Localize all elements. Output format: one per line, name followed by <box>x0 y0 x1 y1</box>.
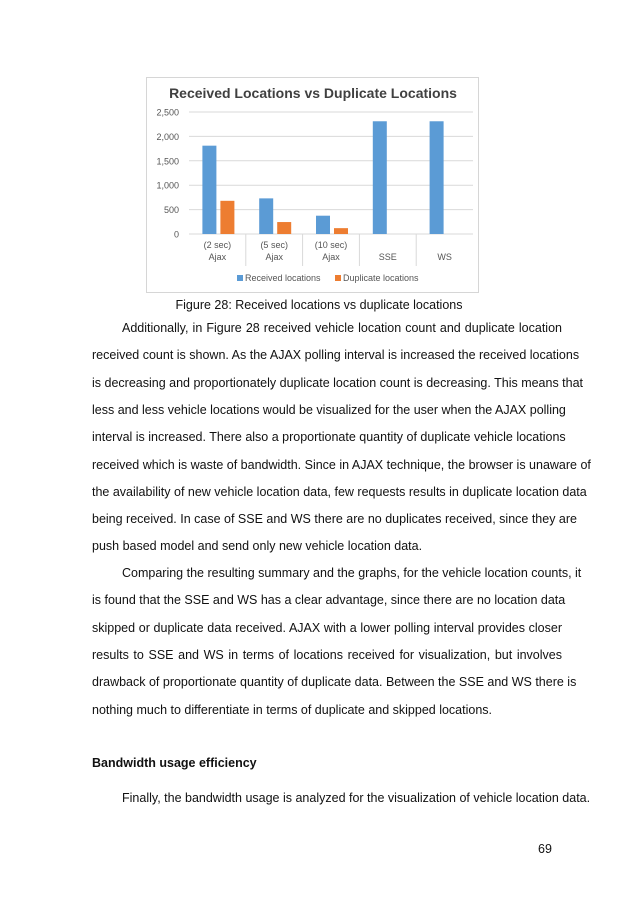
y-tick-label: 500 <box>163 205 179 216</box>
bar-duplicate <box>277 222 291 234</box>
text-line: Additionally, in Figure 28 received vehicle location count and duplicate location <box>122 321 562 335</box>
text-line: the availability of new vehicle location data, few requests results in duplicate location data <box>92 484 587 499</box>
chart-title: Received Locations vs Duplicate Locations <box>169 85 457 101</box>
section-heading: Bandwidth usage efficiency <box>92 756 257 770</box>
x-tick-label: Ajax <box>265 252 283 262</box>
legend-swatch <box>237 275 243 281</box>
text-line: received which is waste of bandwidth. Since in AJAX technique, the browser is unaware of <box>92 457 591 472</box>
bar-received <box>202 146 216 234</box>
text-line: Finally, the bandwidth usage is analyzed for the visualization of vehicle location data. <box>122 791 591 805</box>
bar-received <box>373 121 387 234</box>
y-tick-label: 0 <box>173 229 179 240</box>
legend-swatch <box>335 275 341 281</box>
x-tick-label: SSE <box>378 252 397 262</box>
x-tick-label: Ajax <box>208 252 227 262</box>
bar-duplicate <box>334 228 348 234</box>
text-line: is decreasing and proportionately duplicate location count is decreasing. This means that <box>92 375 584 390</box>
legend-entry: Duplicate locations <box>343 273 419 283</box>
text-line: interval is increased. There also a proportionate quantity of duplicate vehicle locations <box>92 430 566 445</box>
text-line: Comparing the resulting summary and the graphs, for the vehicle location counts, it <box>122 566 582 580</box>
bar-received <box>316 216 330 234</box>
legend-entry: Received locations <box>245 273 321 283</box>
text-line: is found that the SSE and WS has a clear advantage, since there are no location data <box>92 593 566 608</box>
bar-chart <box>147 78 480 294</box>
bar-received <box>430 121 444 234</box>
text-line: nothing much to differentiate in terms of duplicate and skipped locations. <box>92 702 493 717</box>
text-line: drawback of proportionate quantity of duplicate data. Between the SSE and WS there is <box>92 675 577 690</box>
text-line: less and less vehicle locations would be visualized for the user when the AJAX polling <box>92 402 566 417</box>
text-line: results to SSE and WS in terms of locations received for visualization, but involves <box>92 647 562 662</box>
chart-figure <box>146 77 479 293</box>
y-tick-label: 2,000 <box>156 131 179 142</box>
x-tick-label: Ajax <box>322 252 340 262</box>
figure-caption: Figure 28: Received locations vs duplicate locations <box>175 298 463 312</box>
y-tick-label: 1,500 <box>156 156 179 167</box>
text-line: push based model and send only new vehicle location data. <box>92 539 423 554</box>
x-tick-label: (5 sec) <box>260 240 288 250</box>
text-line: received count is shown. As the AJAX polling interval is increased the received locations <box>92 348 580 363</box>
y-tick-label: 1,000 <box>156 180 179 191</box>
text-line: skipped or duplicate data received. AJAX with a lower polling interval provides closer <box>92 620 562 635</box>
bar-duplicate <box>220 201 234 234</box>
y-tick-label: 2,500 <box>156 107 179 118</box>
x-tick-label: (10 sec) <box>314 240 348 250</box>
text-line: being received. In case of SSE and WS there are no duplicates received, since they are <box>92 512 577 527</box>
x-tick-label: (2 sec) <box>203 240 232 250</box>
bar-received <box>259 198 273 234</box>
page-number: 69 <box>538 842 552 856</box>
x-tick-label: WS <box>437 252 452 262</box>
